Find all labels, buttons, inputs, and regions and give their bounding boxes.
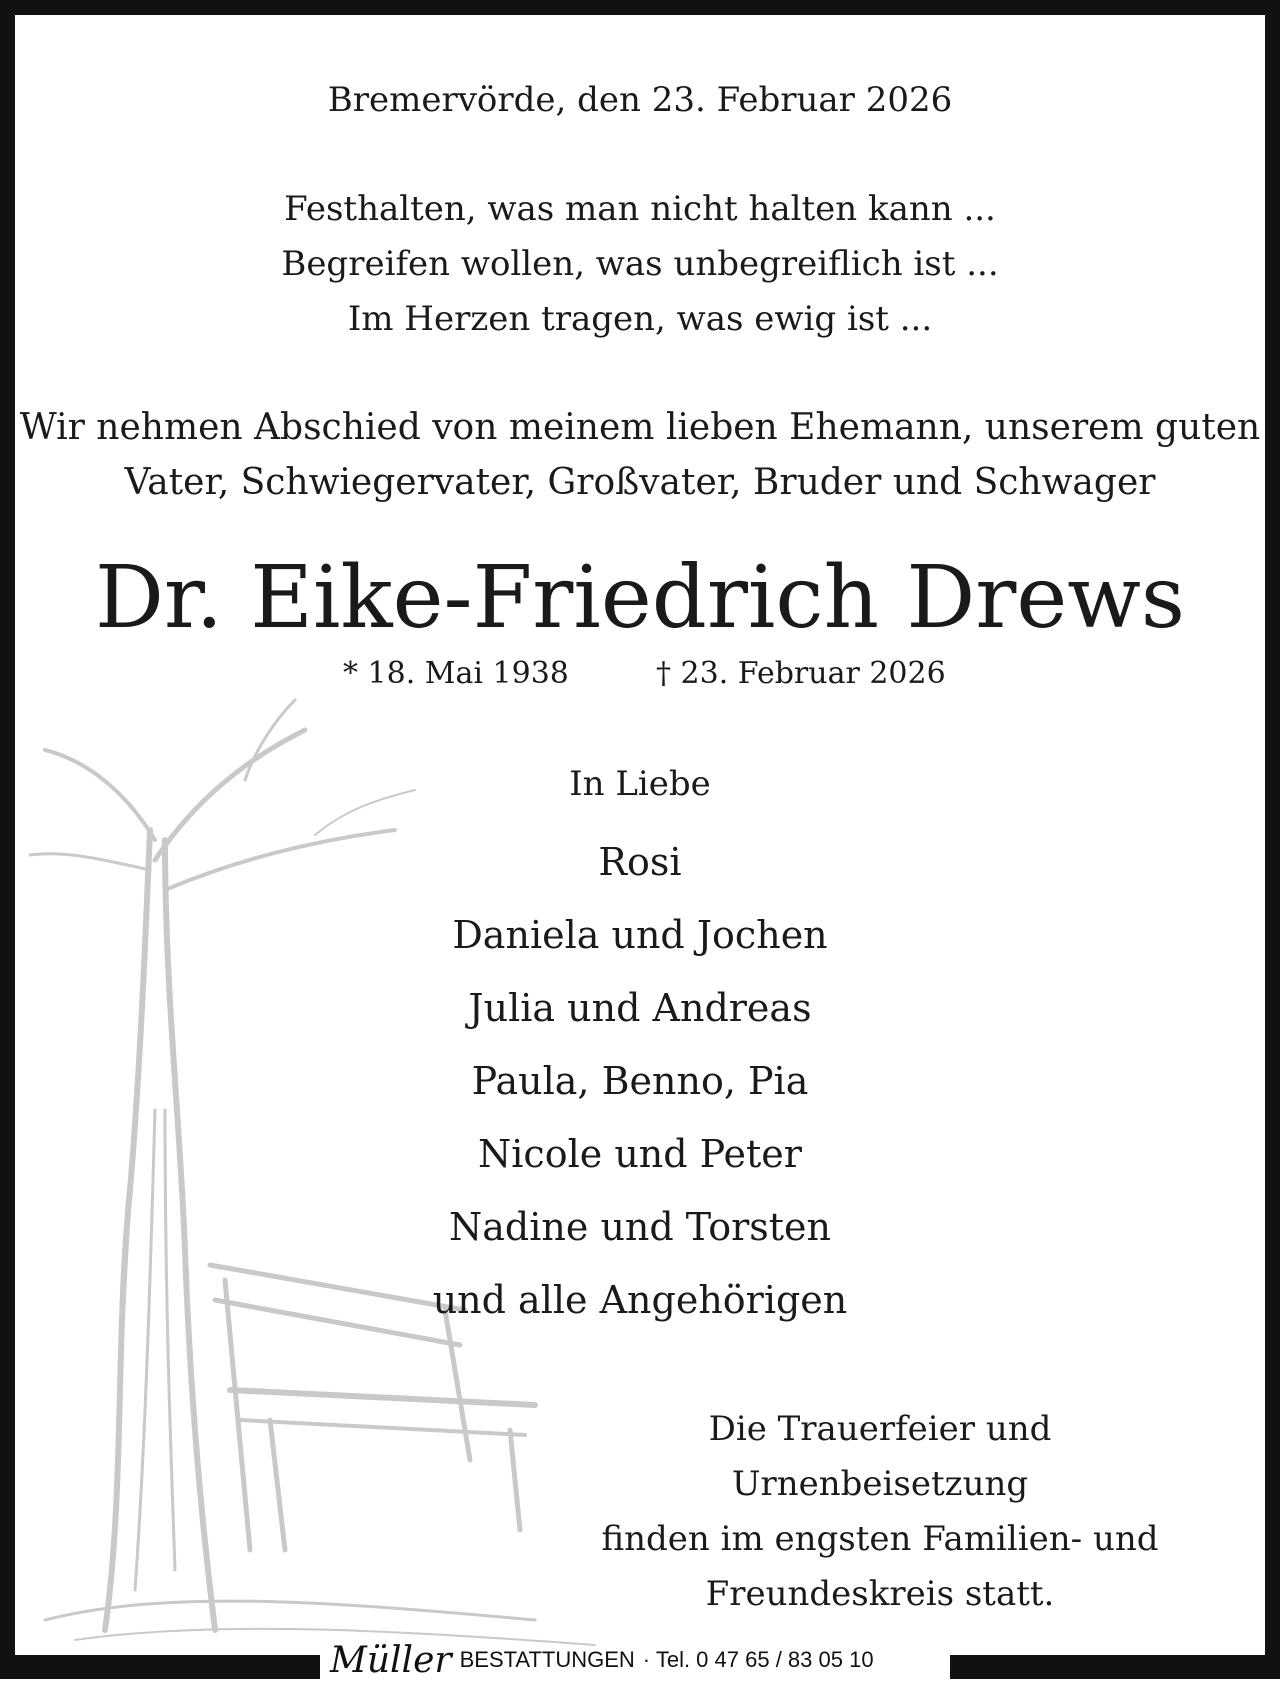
funeral-home-footer <box>330 1639 874 1681</box>
deceased-name: Dr. Eike-Friedrich Drews <box>94 548 1186 648</box>
family-member: Nadine und Torsten <box>449 1205 831 1249</box>
in-love-label: In Liebe <box>569 764 711 804</box>
family-member: Julia und Andreas <box>468 986 812 1030</box>
poem-line: Begreifen wollen, was unbegreiflich ist ... <box>281 244 999 284</box>
family-member: Paula, Benno, Pia <box>471 1059 809 1103</box>
family-member: und alle Angehörigen <box>432 1278 848 1322</box>
bottom-bar-right <box>950 1655 1280 1679</box>
ceremony-line: Die Trauerfeier und Urnenbeisetzung <box>708 1409 1052 1504</box>
poem-line: Festhalten, was man nicht halten kann ... <box>284 189 996 229</box>
family-list <box>340 826 940 1337</box>
funeral-home-logo: Müller <box>330 1639 452 1681</box>
ceremony-line: Freundeskreis statt. <box>705 1574 1055 1614</box>
death-date: † 23. Februar 2026 <box>656 656 946 691</box>
poem-line: Im Herzen tragen, was ewig ist ... <box>347 299 933 339</box>
funeral-home-phone: · Tel. 0 47 65 / 83 05 10 <box>642 1647 874 1672</box>
family-member: Daniela und Jochen <box>452 913 828 957</box>
family-member: Rosi <box>598 840 682 884</box>
ceremony-line: finden im engsten Familien- und <box>601 1519 1159 1559</box>
birth-date: * 18. Mai 1938 <box>343 656 569 691</box>
family-member: Nicole und Peter <box>478 1132 802 1176</box>
intro-line: Vater, Schwiegervater, Großvater, Bruder und Schwager <box>124 462 1156 503</box>
funeral-home-name: BESTATTUNGEN <box>459 1647 635 1672</box>
poem <box>15 182 1265 347</box>
intro-line: Wir nehmen Abschied von meinem lieben Ehemann, unserem guten <box>19 407 1261 448</box>
farewell-intro <box>15 400 1265 510</box>
place-date: Bremervörde, den 23. Februar 2026 <box>327 80 953 120</box>
bottom-bar-left <box>0 1655 320 1679</box>
ceremony-notice <box>560 1402 1200 1622</box>
